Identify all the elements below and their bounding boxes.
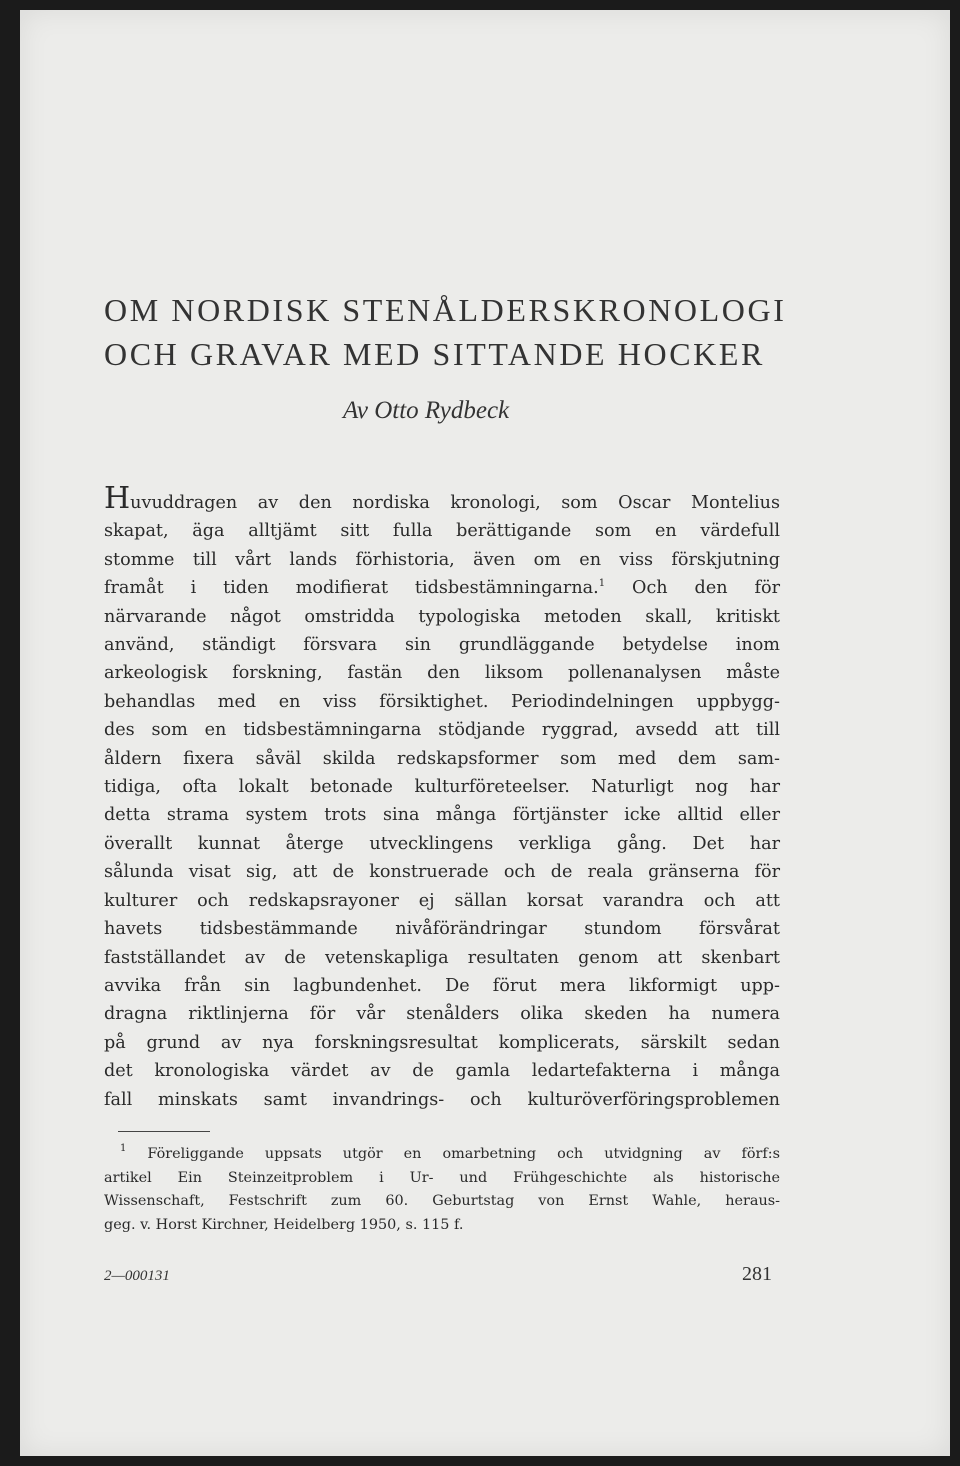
article-title-line-2: OCH GRAVAR MED SITTANDE HOCKER <box>104 336 765 372</box>
body-line: skapat, äga alltjämt sitt fulla berättigande som en värdefull <box>104 521 780 542</box>
footnote-line: geg. v. Horst Kirchner, Heidelberg 1950, s. 115 f. <box>104 1216 464 1233</box>
body-line: på grund av nya forskningsresultat komplicerats, särskilt sedan <box>104 1032 780 1053</box>
body-line: framåt i tiden modifierat tidsbestämningarna.$^1$ Och den för <box>104 578 780 599</box>
body-line: fall minskats samt invandrings- och kulturöverföringsproblemen <box>104 1089 780 1110</box>
drop-cap: H <box>104 481 131 516</box>
article-title <box>104 288 804 376</box>
body-line: närvarande något omstridda typologiska metoden skall, kritiskt <box>104 606 780 627</box>
footnote-line: artikel Ein Steinzeitproblem i Ur- und Frühgeschichte als historische <box>104 1169 780 1186</box>
article-author: Av Otto Rydbeck <box>343 397 510 424</box>
body-line: överallt kunnat återge utvecklingens verkliga gång. Det har <box>104 833 780 854</box>
body-text <box>104 481 780 1114</box>
footnote-line: Wissenschaft, Festschrift zum 60. Geburtstag von Ernst Wahle, heraus- <box>104 1193 780 1209</box>
body-line: åldern fixera såväl skilda redskapsformer som med dem sam- <box>104 748 780 769</box>
body-line: havets tidsbestämmande nivåförändringar stundom försvårat <box>104 919 780 940</box>
footnote-marker: 1 <box>120 1143 127 1154</box>
printer-signature: 2—000131 <box>104 1268 170 1284</box>
body-line: detta strama system trots sina många förtjänster icke alltid eller <box>104 805 780 826</box>
page-number: 281 <box>742 1263 772 1285</box>
body-line: Huvuddragen av den nordiska kronologi, som Oscar Montelius <box>104 481 780 516</box>
body-line: avvika från sin lagbundenhet. De förut mera likformigt upp- <box>104 975 780 996</box>
body-line: behandlas med en viss försiktighet. Periodindelningen uppbygg- <box>104 691 780 712</box>
footnote-reference: 1 <box>598 578 606 590</box>
body-line: kulturer och redskapsrayoner ej sällan korsat varandra och att <box>104 890 780 911</box>
body-line: des som en tidsbestämningarna stödjande ryggrad, avsedd att till <box>104 720 780 741</box>
body-line: fastställandet av de vetenskapliga resultaten genom att skenbart <box>104 947 780 968</box>
body-line: dragna riktlinjerna för vår stenålders olika skeden ha numera <box>104 1004 780 1025</box>
footnote-divider <box>118 1131 210 1132</box>
body-line: det kronologiska värdet av de gamla ledartefakterna i många <box>104 1061 780 1082</box>
body-line: använd, ständigt försvara sin grundläggande betydelse inom <box>104 635 780 656</box>
body-line: sålunda visat sig, att de konstruerade och de reala gränserna för <box>104 862 780 883</box>
body-line: arkeologisk forskning, fastän den liksom pollenanalysen måste <box>104 663 780 684</box>
footnote <box>104 1143 780 1237</box>
body-line: tidiga, ofta lokalt betonade kulturföreteelser. Naturligt nog har <box>104 777 780 798</box>
article-title-line-1: OM NORDISK STENÅLDERSKRONOLOGI <box>104 292 787 328</box>
footnote-line: $^1$ Föreliggande uppsats utgör en omarbetning och utvidgning av förf:s <box>120 1143 780 1162</box>
body-line: stomme till vårt lands förhistoria, även om en viss förskjutning <box>104 549 780 570</box>
